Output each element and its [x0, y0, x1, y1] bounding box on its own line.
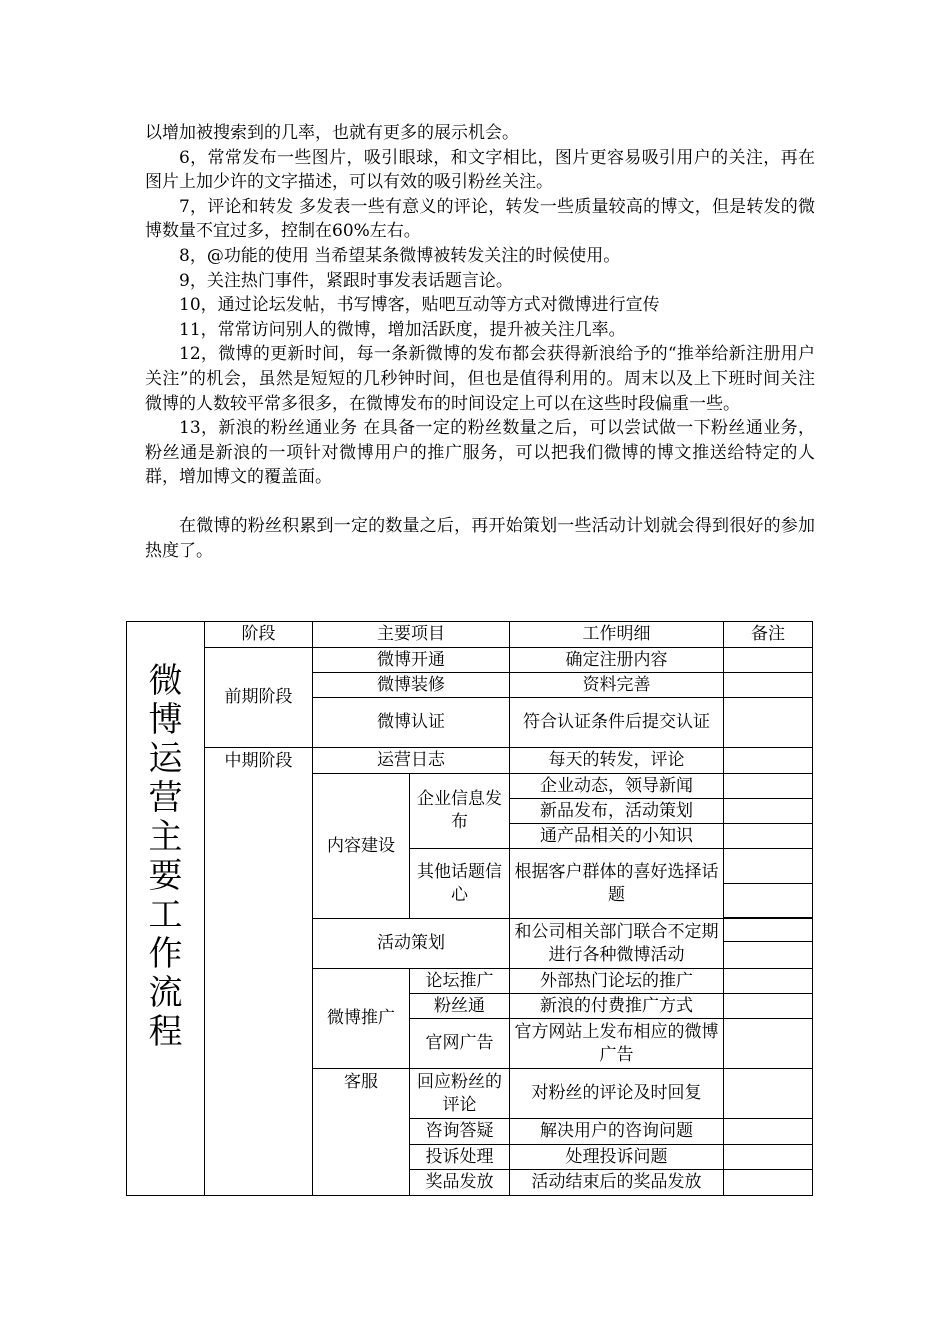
detail-cell: 解决用户的咨询问题	[510, 1119, 724, 1145]
item-cell: 活动策划	[313, 919, 510, 969]
table-title: 微博运营主要工作流程	[148, 661, 183, 1052]
paragraph: 8，@功能的使用 当希望某条微博被转发关注的时候使用。	[179, 245, 621, 266]
subitem-cell: 粉丝通	[410, 994, 510, 1019]
paragraph: 12，微博的更新时间，每一条新微博的发布都会获得新浪给予的“推举给新注册用户关注”的机会，虽然是短短的几秒钟时间，但也是值得利用的。周末以及上下班时间关注微博的人数较平常多很多，在微博发布的时间设定上可以在这些时段偏重一些。	[145, 344, 815, 414]
item-cell: 微博开通	[313, 648, 510, 673]
note-cell	[724, 824, 813, 849]
note-cell	[724, 748, 813, 774]
subitem-cell: 其他话题信心	[410, 849, 510, 919]
paragraph: 13，新浪的粉丝通业务 在具备一定的粉丝数量之后，可以尝试做一下粉丝通业务，粉丝通是新浪的一项针对微博用户的推广服务，可以把我们微博的博文推送给特定的人群，增加博文的覆盖面。	[145, 418, 815, 488]
note-cell	[724, 774, 813, 799]
subitem-cell: 投诉处理	[410, 1145, 510, 1170]
detail-cell: 外部热门论坛的推广	[510, 969, 724, 994]
table-title-cell	[127, 622, 205, 1196]
paragraph: 6，常常发布一些图片，吸引眼球，和文字相比，图片更容易吸引用户的关注，再在图片上加少许的文字描述，可以有效的吸引粉丝关注。	[145, 147, 815, 193]
table-row	[127, 648, 813, 673]
stage-early: 前期阶段	[205, 648, 313, 748]
note-cell	[724, 673, 813, 698]
detail-cell: 符合认证条件后提交认证	[510, 698, 724, 748]
content-group: 内容建设	[313, 774, 410, 919]
detail-cell: 官方网站上发布相应的微博广告	[510, 1019, 724, 1069]
header-detail: 工作明细	[510, 622, 724, 648]
note-cell	[724, 1170, 813, 1196]
table-header-row	[127, 622, 813, 648]
subitem-cell: 奖品发放	[410, 1170, 510, 1196]
note-cell	[724, 799, 813, 824]
detail-cell: 活动结束后的奖品发放	[510, 1170, 724, 1196]
header-stage: 阶段	[205, 622, 313, 648]
subitem-cell: 官网广告	[410, 1019, 510, 1069]
workflow-table	[126, 621, 813, 1196]
detail-cell: 资料完善	[510, 673, 724, 698]
paragraph: 7，评论和转发 多发表一些有意义的评论，转发一些质量较高的博文，但是转发的微博数量不宜过多，控制在60%左右。	[145, 196, 815, 242]
note-cell	[724, 1119, 813, 1145]
detail-cell: 通产品相关的小知识	[510, 824, 724, 849]
item-cell: 运营日志	[313, 748, 510, 774]
stage-middle: 中期阶段	[205, 748, 313, 1196]
note-cell	[724, 1019, 813, 1069]
detail-cell: 企业动态，领导新闻	[510, 774, 724, 799]
detail-cell: 新品发布，活动策划	[510, 799, 724, 824]
subitem-cell: 咨询答疑	[410, 1119, 510, 1145]
paragraph: 在微博的粉丝积累到一定的数量之后，再开始策划一些活动计划就会得到很好的参加热度了。	[145, 515, 815, 561]
note-cell	[724, 969, 813, 994]
note-cell	[724, 849, 813, 884]
paragraph: 10，通过论坛发帖，书写博客，贴吧互动等方式对微博进行宣传	[179, 295, 660, 316]
detail-cell: 新浪的付费推广方式	[510, 994, 724, 1019]
subitem-cell: 论坛推广	[410, 969, 510, 994]
detail-cell: 根据客户群体的喜好选择话题	[510, 849, 724, 919]
note-cell	[724, 942, 813, 969]
detail-cell: 对粉丝的评论及时回复	[510, 1069, 724, 1119]
detail-cell: 每天的转发，评论	[510, 748, 724, 774]
promo-group: 微博推广	[313, 969, 410, 1069]
detail-cell: 确定注册内容	[510, 648, 724, 673]
item-cell: 微博装修	[313, 673, 510, 698]
note-cell	[724, 698, 813, 748]
table-row	[127, 748, 813, 774]
body-text	[145, 121, 815, 563]
detail-cell: 和公司相关部门联合不定期进行各种微博活动	[510, 919, 724, 969]
service-group: 客服	[313, 1069, 410, 1196]
note-cell	[724, 994, 813, 1019]
subitem-cell: 回应粉丝的评论	[410, 1069, 510, 1119]
paragraph: 11，常常访问别人的微博，增加活跃度，提升被关注几率。	[179, 319, 626, 340]
note-cell	[724, 648, 813, 673]
note-cell	[724, 919, 813, 942]
note-cell	[724, 884, 813, 918]
paragraph: 以增加被搜索到的几率，也就有更多的展示机会。	[145, 123, 519, 143]
note-cell	[724, 1145, 813, 1170]
note-cell	[724, 1069, 813, 1119]
paragraph: 9，关注热门事件，紧跟时事发表话题言论。	[179, 270, 513, 291]
subitem-cell: 企业信息发布	[410, 774, 510, 849]
detail-cell: 处理投诉问题	[510, 1145, 724, 1170]
item-cell: 微博认证	[313, 698, 510, 748]
header-note: 备注	[724, 622, 813, 648]
header-item: 主要项目	[313, 622, 510, 648]
